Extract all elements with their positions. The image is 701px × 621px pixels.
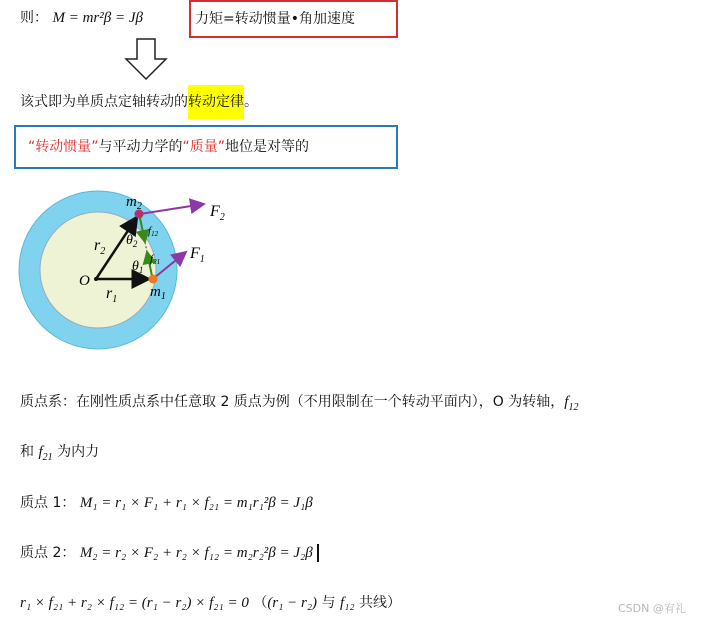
paragraph-particle-system: [20, 390, 578, 420]
label-theta2: $\theta_2$: [126, 233, 138, 249]
label-f12: f12: [148, 225, 159, 238]
label-f21: f21: [150, 253, 161, 266]
line2-text: 该式即为单质点定轴转动的: [20, 94, 188, 110]
eq2-formula: M₂ = r₂ × F₂ + r₂ × f₁₂ = m₂r₂²β = J₂β: [79, 545, 313, 561]
paragraph-internal-forces: [20, 440, 99, 470]
eq3-note-end: 共线）: [359, 595, 401, 611]
eq1-formula: M₁ = r₁ × F₁ + r₁ × f₂₁ = m₁r₁²β = J₁β: [79, 495, 313, 511]
down-arrow-icon: [124, 38, 168, 82]
eq3-note-pre: （: [253, 595, 268, 611]
line1-prefix: 则：: [20, 10, 48, 26]
para2-pre: 和: [20, 444, 34, 460]
label-m2: $m_2$: [126, 194, 142, 212]
text-cursor: [317, 544, 319, 562]
line2-end: 。: [244, 94, 258, 110]
line1-boxed-text: 力矩=转动惯量•角加速度: [195, 11, 355, 27]
para1-text: 质点系：在刚性质点系中任意取 2 质点为例（不用限制在一个转动平面内），O 为转轴，: [20, 394, 565, 410]
eq1-label: 质点 1：: [20, 495, 76, 511]
line3-mid: 与平动力学的: [98, 139, 183, 155]
label-m1: $m_1$: [150, 284, 166, 302]
eq3-note-f: f₁₂: [339, 595, 355, 611]
label-r2: $r_2$: [94, 237, 106, 257]
eq2-label: 质点 2：: [20, 545, 76, 561]
line1-formula: M = mr²β = Jβ: [52, 10, 143, 26]
line2: [20, 84, 258, 120]
label-F2: $F_2$: [210, 203, 225, 223]
eq3-formula: r₁ × f₂₁ + r₂ × f₁₂ = (r₁ − r₂) × f₂₁ = 0: [20, 595, 249, 611]
watermark: CSDN @宥礼: [618, 602, 686, 615]
line1: [20, 6, 143, 30]
para2-var: $f_{21}$: [38, 444, 53, 463]
mass-m1: [149, 275, 158, 284]
label-O: O: [79, 273, 90, 289]
equation-particle1: [20, 490, 313, 516]
line1-boxed-note: [189, 0, 398, 38]
label-theta1: $\theta_1$: [132, 259, 144, 275]
label-F1: $F_1$: [190, 245, 205, 265]
F2-vector: [140, 204, 204, 214]
line3-boxed-note: [14, 125, 398, 169]
axis-point-O: [94, 277, 98, 281]
para2-post: 为内力: [57, 444, 100, 460]
equation-internal-torque: [20, 590, 401, 616]
line3-quote2: “质量”: [182, 139, 226, 155]
line3-quote1: “转动惯量”: [28, 139, 99, 155]
rotation-diagram: [14, 190, 244, 350]
equation-particle2: [20, 540, 319, 566]
line2-highlight: 转动定律: [188, 85, 244, 119]
eq3-note-mid: 与: [321, 595, 336, 611]
line3-end: 地位是对等的: [225, 139, 310, 155]
para1-var: $f_{12}$: [564, 394, 579, 413]
label-r1: $r_1$: [106, 285, 118, 305]
eq3-note-expr: (r₁ − r₂): [267, 595, 318, 611]
